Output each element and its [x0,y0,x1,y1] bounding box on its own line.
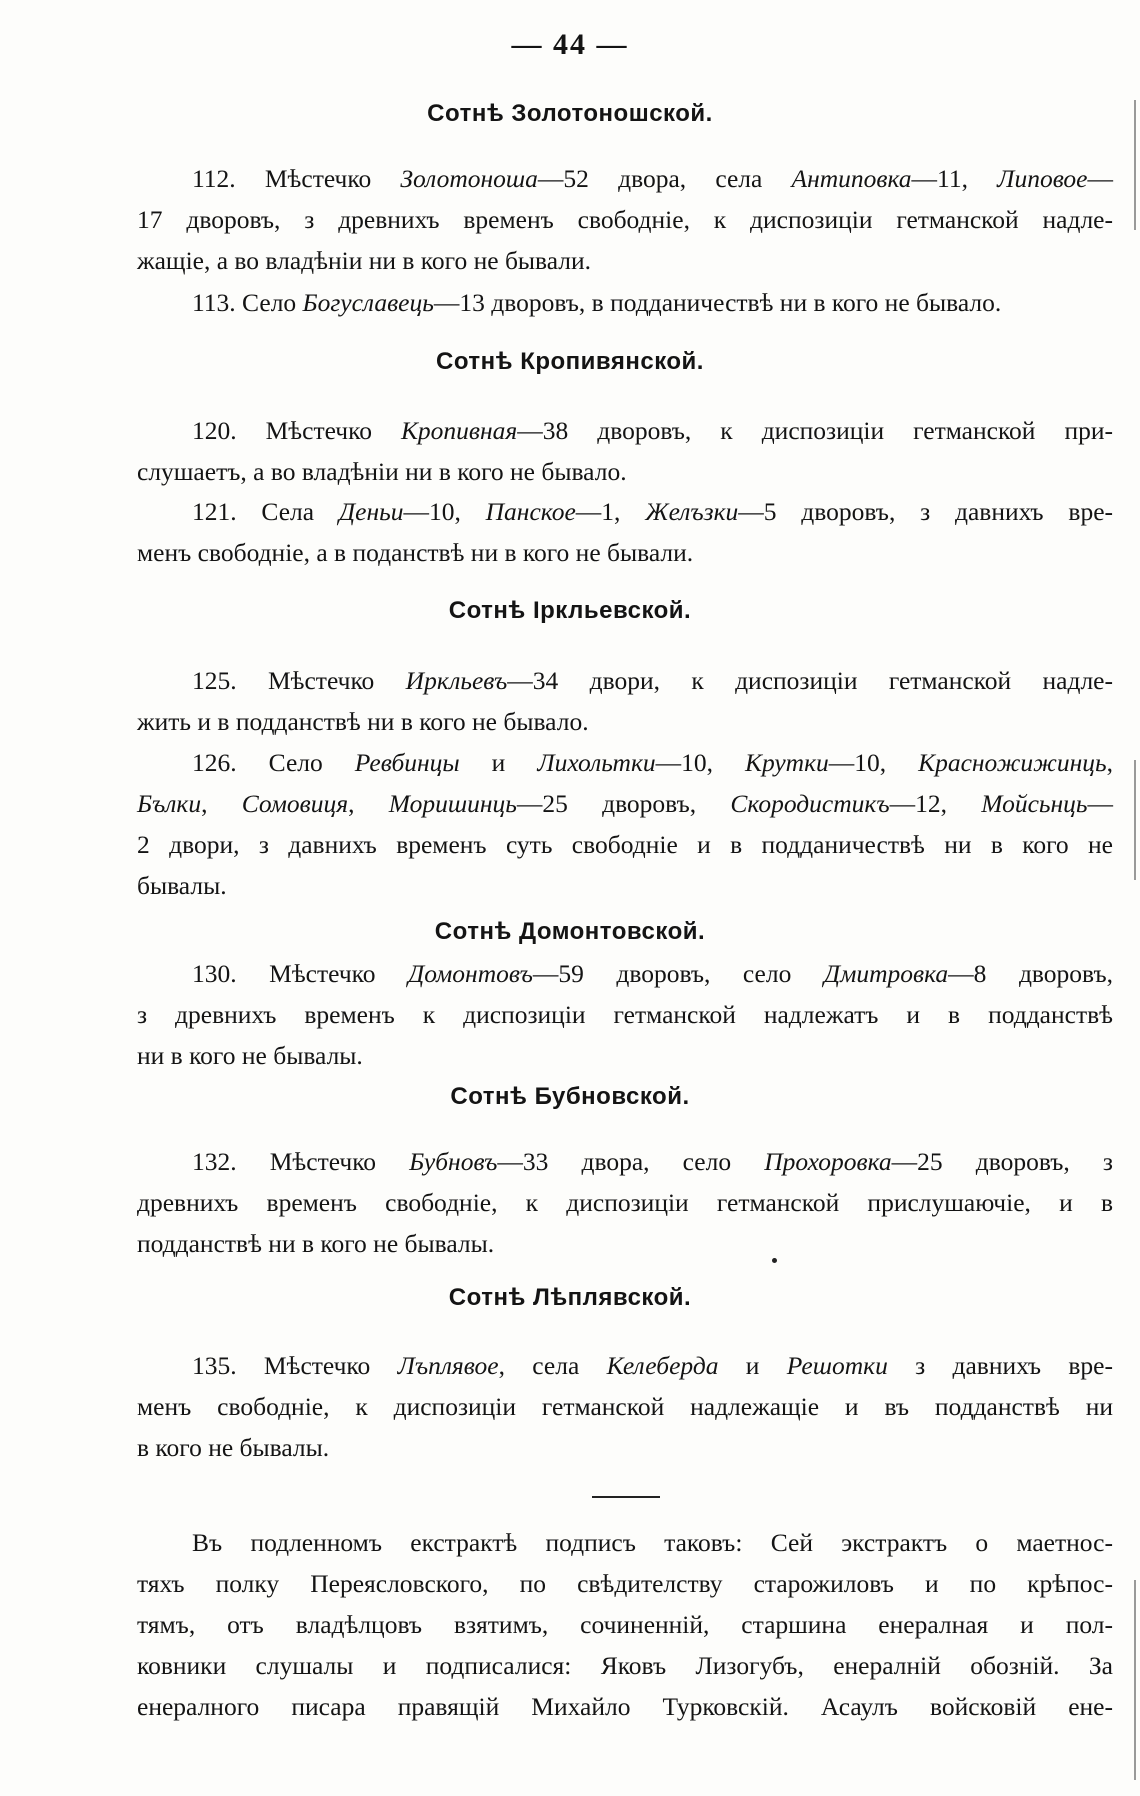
text-line [137,240,1113,281]
place-name: Моришинць [388,789,517,818]
text-run: — [1087,789,1113,818]
text-run: 135. Мѣстечко [192,1351,398,1380]
text-line [137,1604,1113,1645]
place-name: Прохоровка [764,1147,892,1176]
text-run: слушаетъ, а во владѣніи ни в кого не бывало. [137,457,627,486]
place-name: Красножижинць [918,748,1107,777]
text-run: подданствѣ ни в кого не бывалы. [137,1229,495,1258]
text-line [137,1182,1113,1223]
text-run: , [201,789,242,818]
place-name: Сомовиця [241,789,349,818]
text-line [137,532,1113,573]
text-line [137,1386,1113,1427]
text-line [137,783,1113,824]
place-name: Богуславець [302,288,434,317]
place-name: Лихольтки [537,748,656,777]
text-run: жить и в подданствѣ ни в кого не бывало. [137,707,589,736]
place-name: Домонтовъ [408,959,533,988]
place-name: Крутки [745,748,829,777]
text-run: , села [498,1351,607,1380]
text-line [137,660,1113,701]
text-run: —33 двора, село [497,1147,765,1176]
text-line [137,1345,1113,1386]
text-line [137,199,1113,240]
text-run: древнихъ временъ свободніе, к диспозиціи гетманской прислушаючіе, и в [137,1188,1113,1217]
text-run: —13 дворовъ, в подданичествѣ ни в кого не бывало. [433,288,1002,317]
text-run: —12, [889,789,982,818]
text-run: менъ свободніе, а в поданствѣ ни в кого не бывали. [137,538,694,567]
text-run: —1, [575,497,646,526]
text-run: — [1087,164,1113,193]
text-run: з древнихъ временъ к диспозиціи гетманской надлежатъ и в подданствѣ [137,1000,1113,1029]
place-name: Бубновъ [409,1147,498,1176]
text-run: —8 дворовъ, [948,959,1114,988]
text-run: —52 двора, села [537,164,792,193]
text-line [137,1686,1113,1727]
text-run: Въ подленномъ екстрактѣ подписъ таковъ: Сей экстрактъ о маетнос- [192,1528,1113,1557]
place-name: Бълки [137,789,202,818]
text-line [137,1035,1113,1076]
text-line [137,701,1113,742]
text-run: 17 дворовъ, з древнихъ временъ свободніе, к диспозиціи гетманской надле- [137,205,1113,234]
section-heading: Сотнѣ Лѣплявской. [448,1284,692,1311]
scan-margin-mark [1134,100,1136,230]
scan-margin-mark [1134,1580,1136,1780]
text-run: 130. Мѣстечко [192,959,409,988]
place-name: Иркльевъ [405,666,508,695]
text-line [137,451,1113,492]
entry-paragraph [137,660,1113,742]
place-name: Решотки [786,1351,888,1380]
text-line [137,742,1113,783]
place-name: Лъплявое [397,1351,499,1380]
text-run: и [459,748,538,777]
text-line [137,1645,1113,1686]
entry-paragraph [137,282,1113,323]
scan-margin-mark [1134,760,1136,880]
entry-paragraph [137,1345,1113,1468]
text-run: бывалы. [137,871,227,900]
text-run: 112. Мѣстечко [192,164,401,193]
text-run: —10, [828,748,919,777]
text-line [137,491,1113,532]
page-number: — 44 — [511,28,629,61]
text-run: 2 двори, з давнихъ временъ суть свободніе и в подданичествѣ ни в кого не [137,830,1113,859]
section-heading: Сотнѣ Домонтовской. [434,918,706,945]
entry-paragraph [137,158,1113,281]
text-line [137,158,1113,199]
text-run: , [348,789,389,818]
text-line [137,1223,1113,1264]
text-run: ковники слушалы и подписалися: Яковъ Лизогубъ, енералній обозній. За [137,1651,1113,1680]
closing-paragraph [137,1522,1113,1727]
text-line [137,865,1113,906]
place-name: Ревбинцы [354,748,460,777]
text-run: 120. Мѣстечко [192,416,401,445]
text-run: —25 дворовъ, [516,789,731,818]
text-run: 125. Мѣстечко [192,666,406,695]
text-line [137,1141,1113,1182]
entry-paragraph [137,410,1113,492]
text-run: ни в кого не бывалы. [137,1041,363,1070]
text-run: и [718,1351,787,1380]
section-heading: Сотнѣ Бубновской. [450,1083,690,1110]
section-heading: Сотнѣ Кропивянской. [436,348,704,375]
text-run: —34 двори, к диспозиціи гетманской надле- [507,666,1113,695]
place-name: Мойсьнць [981,789,1088,818]
text-line [137,953,1113,994]
text-run: енералного писара правящій Михайло Турковскій. Асаулъ войсковій ене- [137,1692,1113,1721]
place-name: Скородистикъ [730,789,890,818]
place-name: Желъзки [645,497,739,526]
text-run: —11, [911,164,998,193]
text-run: —10, [655,748,746,777]
section-heading: Сотнѣ Іркльевской. [448,597,692,624]
text-run: тямъ, отъ владѣлцовъ взятимъ, сочиненній, старшина енералная и пол- [137,1610,1113,1639]
place-name: Липовое [997,164,1088,193]
place-name: Деньи [338,497,404,526]
entry-paragraph [137,1141,1113,1264]
text-run: —59 дворовъ, село [532,959,824,988]
section-heading: Сотнѣ Золотоношской. [427,100,713,127]
place-name: Антиповка [791,164,912,193]
text-line [137,1522,1113,1563]
text-run: жащіе, а во владѣніи ни в кого не бывали. [137,246,592,275]
place-name: Золотоноша [400,164,538,193]
text-run: 132. Мѣстечко [192,1147,410,1176]
text-run: 121. Села [192,497,339,526]
entry-paragraph [137,742,1113,906]
text-run: 113. Село [192,288,303,317]
text-run: , [1106,748,1113,777]
text-run: —10, [403,497,486,526]
text-run: з давнихъ вре- [887,1351,1113,1380]
text-line [137,1427,1113,1468]
place-name: Келеберда [606,1351,719,1380]
text-line [137,994,1113,1035]
text-line [137,1563,1113,1604]
text-line [137,410,1113,451]
section-divider [592,1496,660,1498]
text-run: —5 дворовъ, з давнихъ вре- [738,497,1113,526]
text-line [137,824,1113,865]
entry-paragraph [137,953,1113,1076]
text-run: —25 дворовъ, з [891,1147,1113,1176]
place-name: Дмитровка [823,959,949,988]
text-run: —38 дворовъ, к диспозиціи гетманской при- [517,416,1113,445]
text-run: менъ свободніе, к диспозиціи гетманской надлежащіе и въ подданствѣ ни [137,1392,1113,1421]
place-name: Кропивная [400,416,518,445]
entry-paragraph [137,491,1113,573]
text-run: в кого не бывалы. [137,1433,330,1462]
text-run: тяхъ полку Переясловского, по свѣдителству старожиловъ и по крѣпос- [137,1569,1113,1598]
scan-speck [772,1258,777,1263]
text-run: 126. Село [192,748,355,777]
place-name: Панское [485,497,576,526]
text-line [137,282,1113,323]
